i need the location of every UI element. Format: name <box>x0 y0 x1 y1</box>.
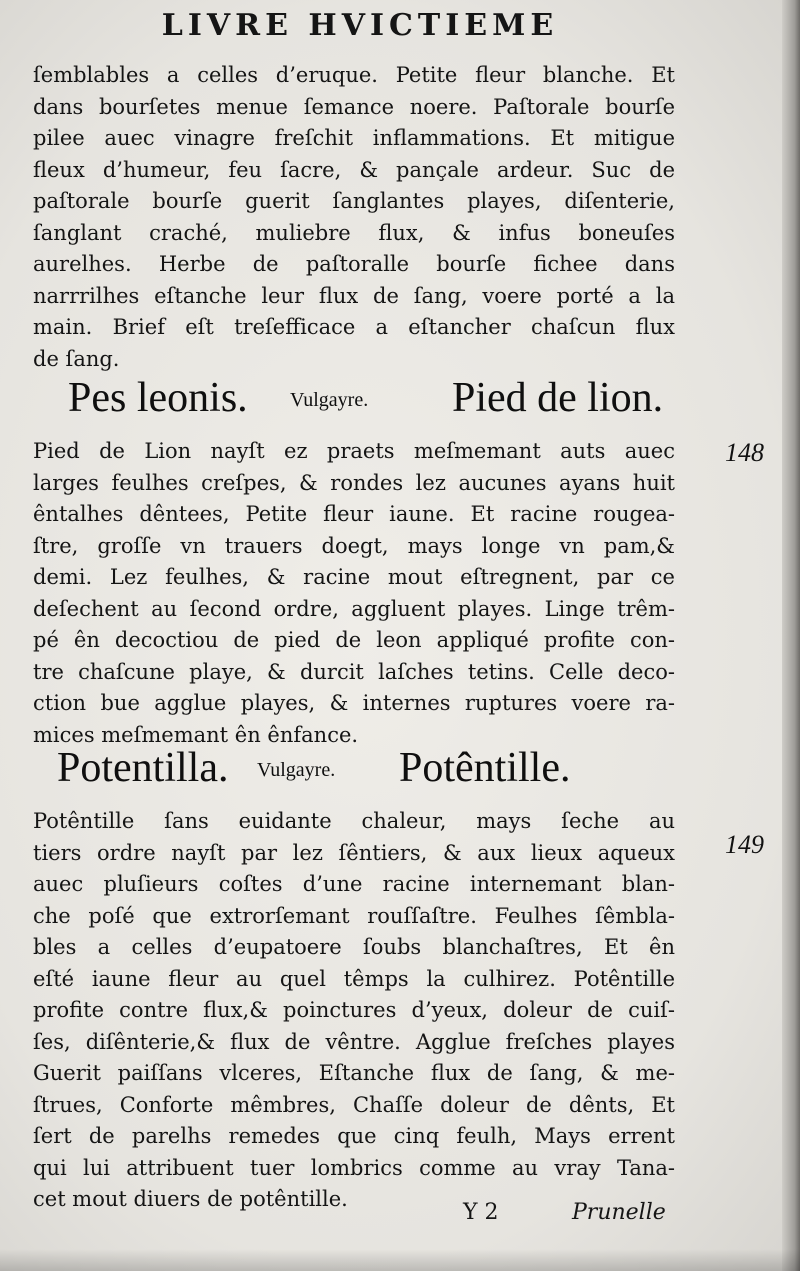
vernacular-name: Potêntille. <box>399 745 571 791</box>
text-line: ſemblables a celles d’eruque. Petite fleur blanche. Et <box>33 63 675 87</box>
entry-heading-potentilla <box>57 736 677 796</box>
page-shadow <box>0 1249 800 1271</box>
entry-continuation-text <box>33 60 675 375</box>
text-line: aurelhes. Herbe de paſtoralle bourſe fichee dans <box>33 252 675 276</box>
text-line: pé ên decoctiou de pied de leon appliqué profite con- <box>33 628 675 652</box>
text-line: demi. Lez feulhes, & racine mout eſtregnent, par ce <box>33 565 675 589</box>
running-head: LIVRE HVICTIEME <box>161 8 559 43</box>
text-line: larges feulhes creſpes, & rondes lez aucunes ayans huit <box>33 470 675 495</box>
text-line: narrrilhes eſtanche leur flux de ſang, voere porté a la <box>33 283 675 308</box>
text-line: fleux d’humeur, feu ſacre, & pançale ardeur. Suc de <box>33 157 675 182</box>
text-line: ſanglant craché, muliebre flux, & infus boneuſes <box>33 220 675 245</box>
text-line: tre chaſcune playe, & durcit laſches tetins. Celle deco- <box>33 659 675 684</box>
page-gutter <box>782 0 800 1271</box>
vernacular-name: Pied de lion. <box>452 375 664 421</box>
text-line: cet mout diuers de potêntille. <box>33 1187 348 1211</box>
text-line: eſté iaune fleur au quel têmps la culhirez. Potêntille <box>33 966 675 991</box>
latin-name: Potentilla. <box>57 745 229 791</box>
catchword: Prunelle <box>572 1200 666 1225</box>
text-line: auec pluſieurs coſtes d’une racine internemant blan- <box>33 872 675 896</box>
text-line: ſtrues, Conforte mêmbres, Chaſſe doleur de dênts, Et <box>33 1092 675 1117</box>
text-line: ction bue agglue playes, & internes ruptures voere ra- <box>33 691 675 715</box>
signature-mark: Y 2 <box>463 1200 499 1225</box>
entry-text-potentilla <box>33 806 675 1216</box>
margin-number: 149 <box>725 830 764 859</box>
text-line: êntalhes dêntees, Petite fleur iaune. Et racine rougea- <box>33 502 675 526</box>
text-line: ſtre, groſſe vn trauers doegt, mays longe vn pam,& <box>33 533 675 558</box>
text-line: Pied de Lion nayſt ez praets meſmemant auts auec <box>33 439 675 463</box>
latin-name: Pes leonis. <box>68 375 248 421</box>
vulgayre-label: Vulgayre. <box>257 759 336 781</box>
text-line: main. Brief eſt treſefficace a eſtancher chaſcun flux <box>33 315 675 339</box>
text-line: tiers ordre nayſt par lez ſêntiers, & aux lieux aqueux <box>33 840 675 865</box>
text-line: ſert de parelhs remedes que cinq feulh, Mays errent <box>33 1124 675 1148</box>
margin-number: 148 <box>725 438 764 467</box>
text-line: bles a celles d’eupatoere ſoubs blanchaſtres, Et ên <box>33 935 675 959</box>
text-line: ſes, diſênterie,& flux de vêntre. Agglue freſches playes <box>33 1029 675 1054</box>
text-line: profite contre flux,& poinctures d’yeux, doleur de cuiſ- <box>33 998 675 1022</box>
text-line: qui lui attribuent tuer lombrics comme au vray Tana- <box>33 1155 675 1180</box>
text-line: pilee auec vinagre freſchit inflammations. Et mitigue <box>33 126 675 150</box>
entry-heading-pes-leonis <box>68 366 688 426</box>
text-line: che poſé que extrorſemant rouſſaſtre. Feulhes ſêmbla- <box>33 903 675 928</box>
text-line: Potêntille ſans euidante chaleur, mays ſeche au <box>33 809 675 833</box>
text-line: dans bourſetes menue ſemance noere. Paſtorale bourſe <box>33 94 675 119</box>
text-line: deſechent au ſecond ordre, aggluent playes. Linge trêm- <box>33 596 675 621</box>
vulgayre-label: Vulgayre. <box>290 389 369 411</box>
text-line: de ſang. <box>33 346 120 371</box>
text-line: paſtorale bourſe guerit ſanglantes playes, diſenterie, <box>33 189 675 213</box>
text-line: Guerit paiſſans vlceres, Eſtanche flux de ſang, & me- <box>33 1061 675 1085</box>
text-line: mices meſmemant ên ênfance. <box>33 722 359 747</box>
entry-text-pes-leonis <box>33 436 675 751</box>
